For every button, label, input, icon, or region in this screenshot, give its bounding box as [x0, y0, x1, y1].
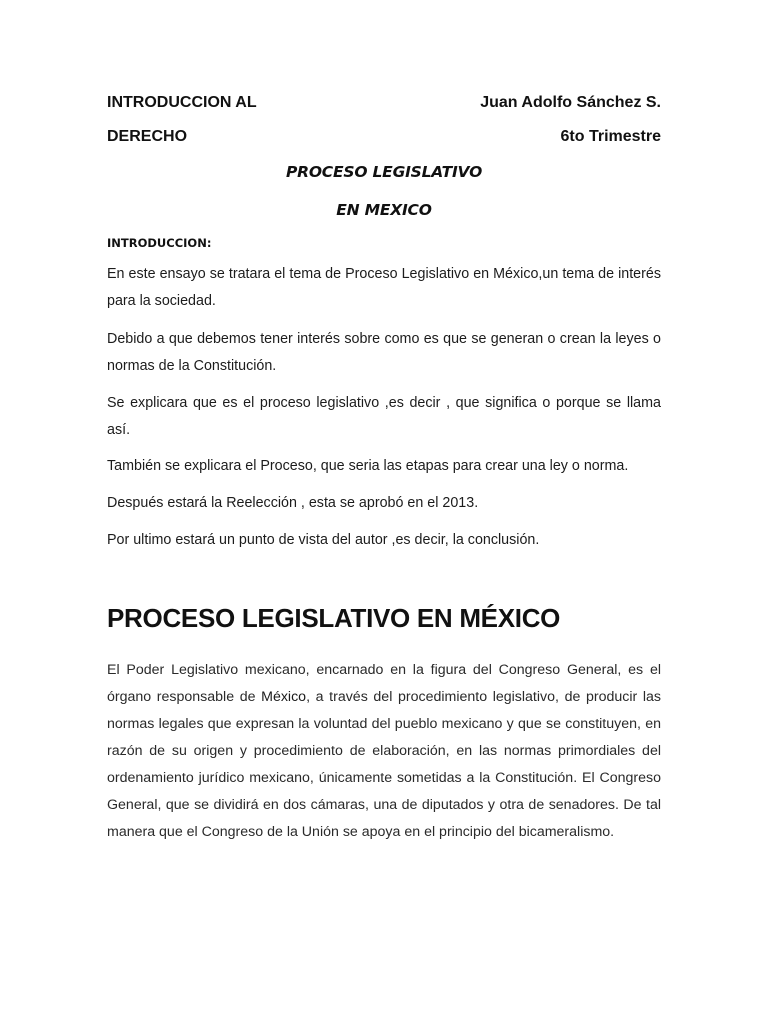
- term-label: 6to Trimestre: [560, 128, 661, 145]
- intro-paragraph: En este ensayo se tratara el tema de Proceso Legislativo en México,un tema de interés para la sociedad.: [107, 266, 661, 309]
- mexico-link[interactable]: México: [261, 689, 307, 705]
- author-name: Juan Adolfo Sánchez S.: [480, 94, 661, 111]
- intro-paragraph: Se explicara que es el proceso legislativo ,es decir , que significa o porque se llama así.: [107, 395, 661, 438]
- course-title-line2: DERECHO: [107, 128, 188, 145]
- document-title-line2: EN MEXICO: [336, 201, 432, 219]
- intro-paragraph: También se explicara el Proceso, que seria las etapas para crear una ley o norma.: [107, 458, 629, 474]
- intro-paragraph: Por ultimo estará un punto de vista del autor ,es decir, la conclusión.: [107, 532, 540, 548]
- course-title-line1: INTRODUCCION AL: [107, 94, 257, 111]
- section-heading: PROCESO LEGISLATIVO EN MÉXICO: [107, 603, 561, 633]
- paragraph-text: El Poder Legislativo mexicano, encarnado en la figura del Congreso General, es el órgano responsable de: [107, 662, 661, 705]
- intro-paragraph: Debido a que debemos tener interés sobre como es que se generan o crean la leyes o normas de la Constitución.: [107, 331, 661, 374]
- paragraph-text: , a través del procedimiento legislativo, de producir las normas legales que expresan la voluntad del pueblo mexicano y que se constituyen, en razón de su origen y procedimiento de elaboración, en las normas primordiales del ordenamiento jurídico mexicano, únicamente sometidas a la Constitución. El Congreso General, que se dividirá en dos cámaras, una de diputados y otra de senadores. De tal manera que el Congreso de la Unión se apoya en el principio del bicameralismo.: [107, 689, 661, 840]
- document-title-line1: PROCESO LEGISLATIVO: [285, 163, 483, 181]
- intro-paragraph: Después estará la Reelección , esta se aprobó en el 2013.: [107, 495, 479, 511]
- section-paragraph: [107, 657, 661, 846]
- introduction-label: INTRODUCCION:: [107, 236, 212, 250]
